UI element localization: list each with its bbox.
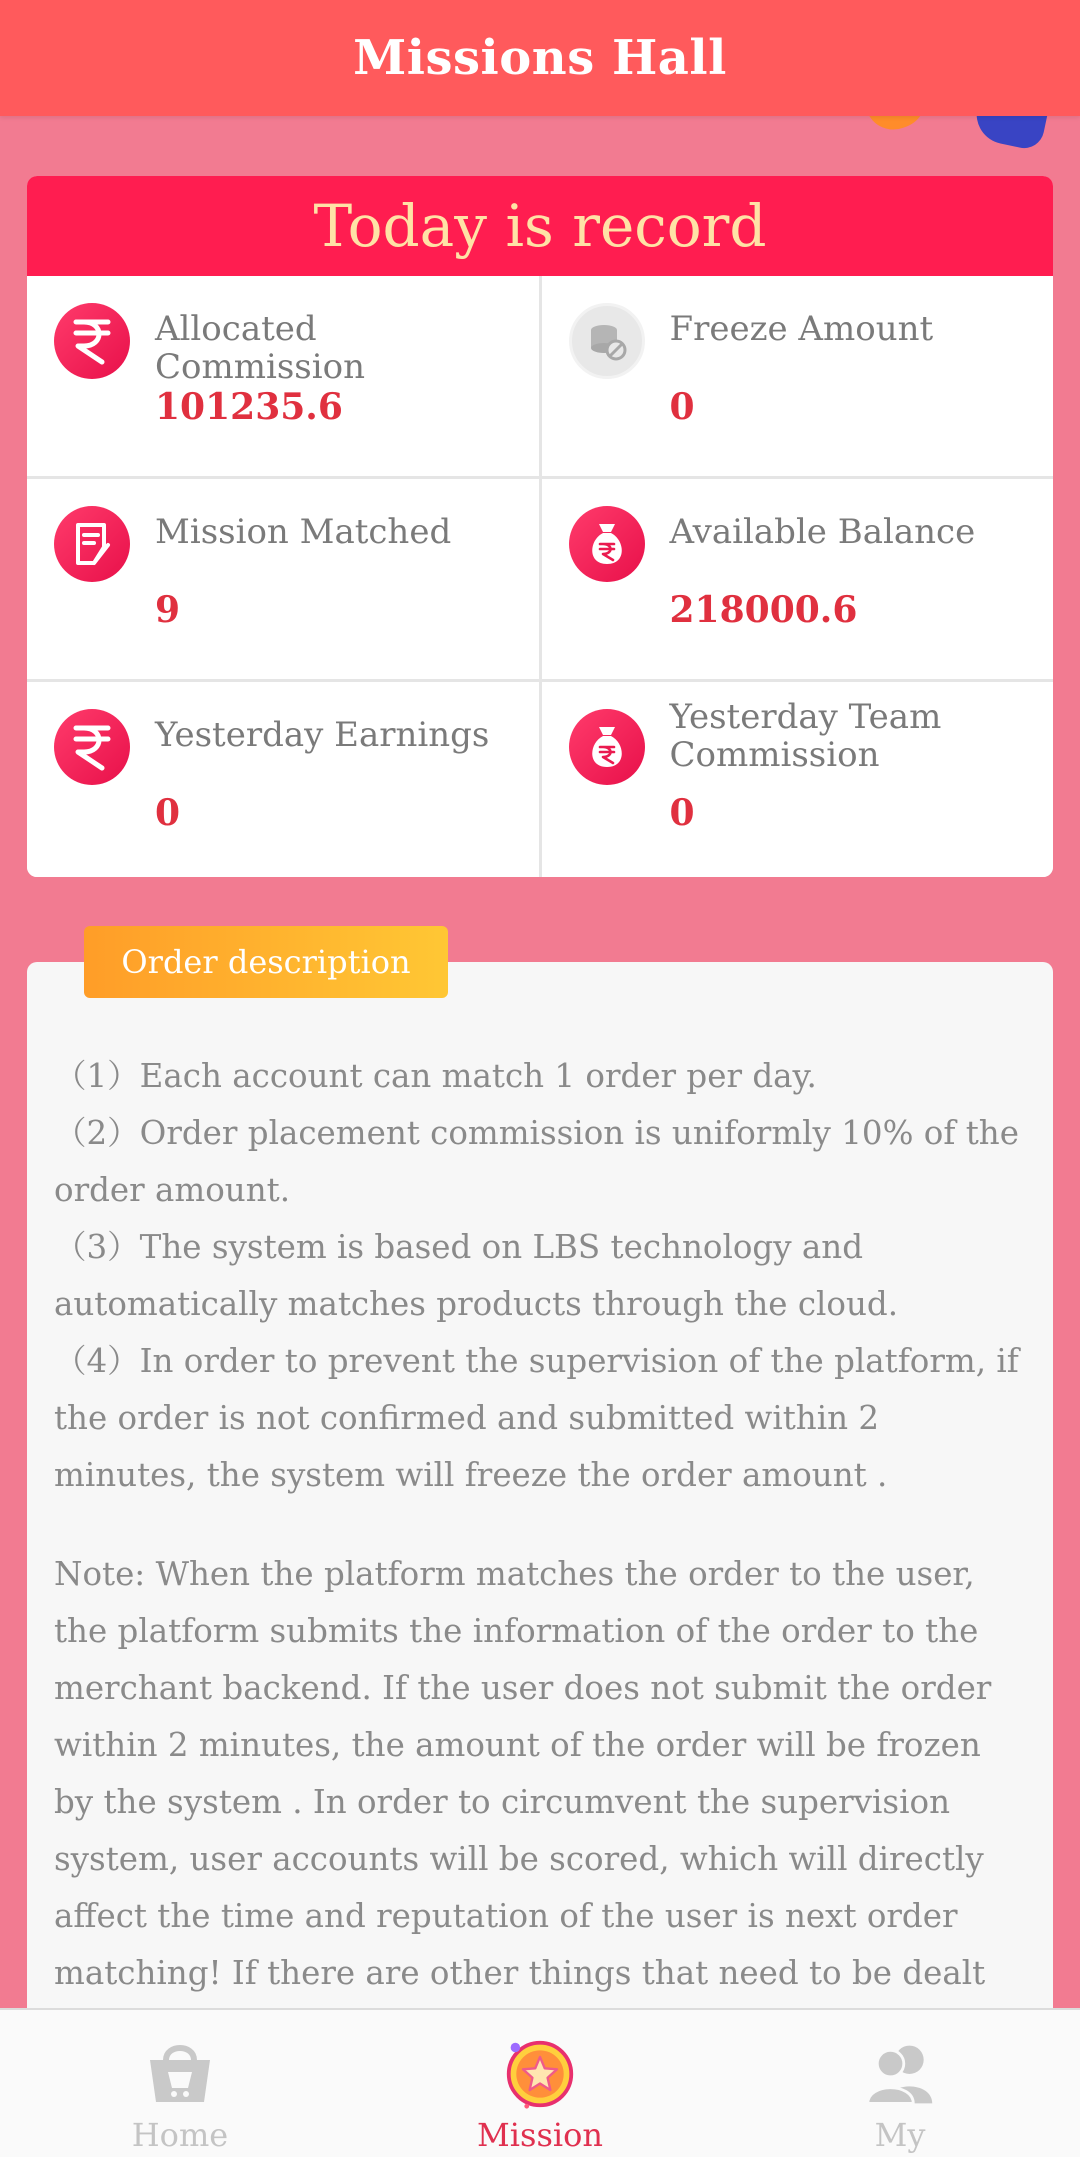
stat-allocated-commission bbox=[27, 276, 539, 476]
tab-mission[interactable] bbox=[360, 2010, 720, 2157]
stat-label: Allocated Commission bbox=[155, 309, 365, 387]
rule-item: （4）In order to prevent the supervision of the platform, if the order is not confirmed and submitted within 2 minutes, the system will freeze the order amount . bbox=[54, 1342, 1019, 1494]
record-title-bar bbox=[27, 176, 1053, 276]
document-icon bbox=[54, 506, 130, 582]
record-title: Today is record bbox=[313, 192, 767, 260]
order-description-title: Order description bbox=[121, 943, 411, 981]
star-badge-icon bbox=[504, 2038, 576, 2110]
stat-value: 0 bbox=[669, 792, 695, 834]
stat-label: Freeze Amount bbox=[669, 309, 934, 349]
record-grid bbox=[27, 276, 1053, 877]
shop-basket-icon bbox=[144, 2038, 216, 2110]
tab-label: Home bbox=[131, 2116, 229, 2154]
bottom-tab-bar bbox=[0, 2008, 1080, 2157]
rule-item: （3）The system is based on LBS technology and automatically matches products through the cloud. bbox=[54, 1228, 899, 1323]
order-description-tab bbox=[84, 926, 448, 998]
money-bag-icon bbox=[569, 709, 645, 785]
coin-stack-freeze-icon bbox=[569, 303, 645, 379]
rule-item: （2）Order placement commission is uniformly 10% of the order amount. bbox=[54, 1114, 1019, 1209]
today-record-card bbox=[27, 176, 1053, 877]
tab-my[interactable] bbox=[720, 2010, 1080, 2157]
order-note: Note: When the platform matches the order to the user, the platform submits the information of the order to the merchant backend. If the user does not submit the order within 2 minutes, the amount of the order will be frozen by the system . In order to circumvent the supervision system, user accounts will be scored, which will directly affect the time and reputation of the user is next order matching! If there are other things that need to be dealt bbox=[54, 1555, 992, 1992]
rupee-icon bbox=[54, 303, 130, 379]
rupee-icon bbox=[54, 709, 130, 785]
stat-label: Available Balance bbox=[669, 512, 976, 552]
app-header bbox=[0, 0, 1080, 116]
stat-label: Mission Matched bbox=[155, 512, 452, 552]
stat-available-balance bbox=[542, 479, 1054, 679]
rule-item: （1）Each account can match 1 order per day. bbox=[54, 1057, 817, 1095]
order-description-body bbox=[54, 1048, 1024, 2059]
tab-label: My bbox=[874, 2116, 926, 2154]
tab-label: Mission bbox=[477, 2116, 603, 2154]
stat-value: 0 bbox=[155, 792, 181, 834]
stat-mission-matched bbox=[27, 479, 539, 679]
stat-value: 0 bbox=[669, 386, 695, 428]
stat-value: 101235.6 bbox=[155, 386, 343, 428]
stat-label: Yesterday Team Commission bbox=[669, 697, 942, 775]
stat-yesterday-earnings bbox=[27, 682, 539, 877]
stat-value: 218000.6 bbox=[669, 589, 858, 631]
users-icon bbox=[864, 2038, 936, 2110]
page-title: Missions Hall bbox=[353, 30, 727, 86]
stat-value: 9 bbox=[155, 589, 181, 631]
stat-yesterday-team-commission bbox=[542, 682, 1054, 877]
tab-home[interactable] bbox=[0, 2010, 360, 2157]
stat-label: Yesterday Earnings bbox=[155, 715, 490, 755]
money-bag-icon bbox=[569, 506, 645, 582]
stat-freeze-amount bbox=[542, 276, 1054, 476]
